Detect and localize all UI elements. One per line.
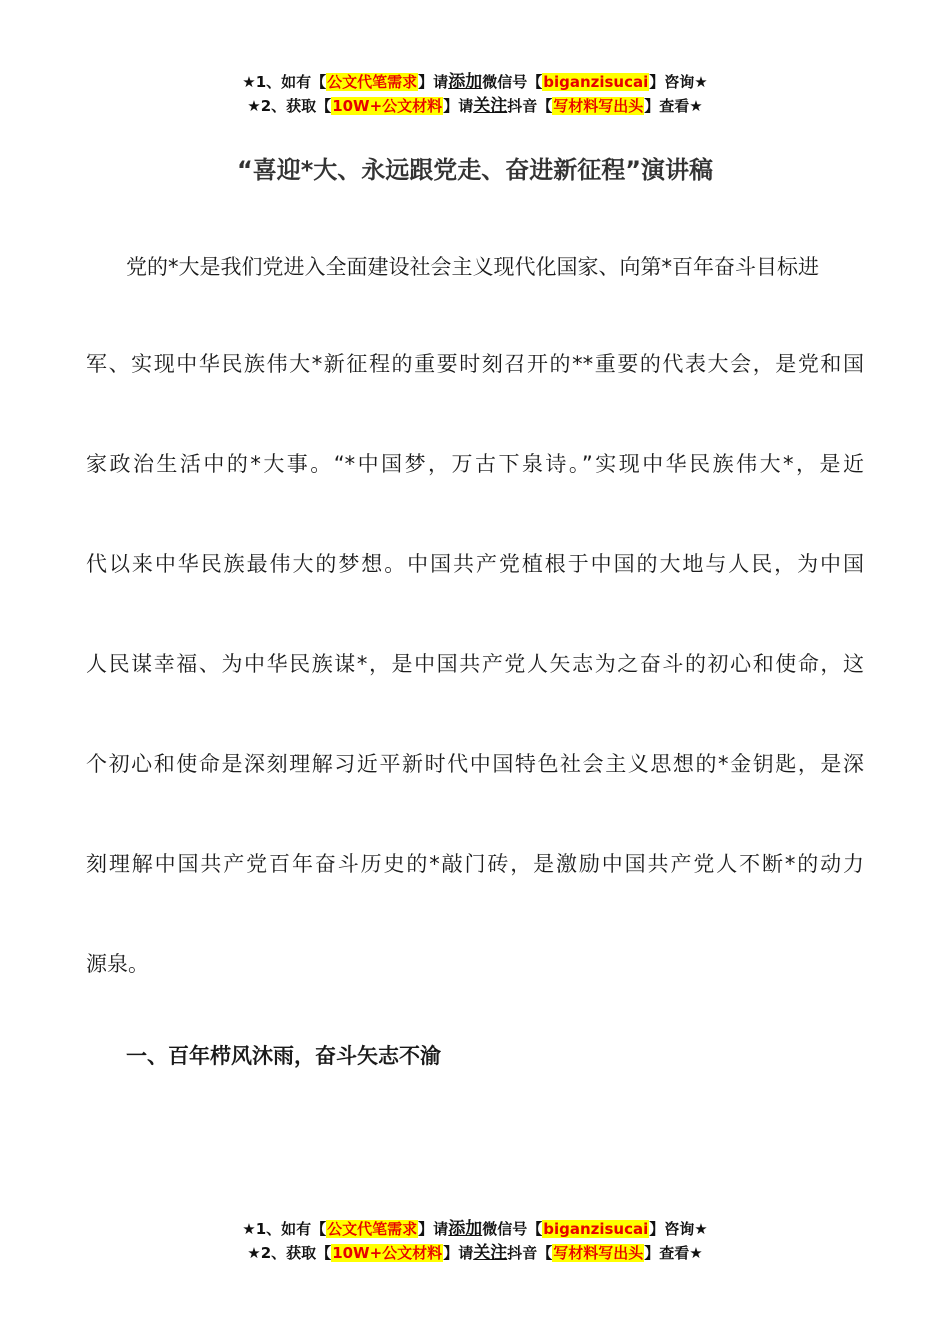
highlight-douyin-id: 写材料写出头 [553, 97, 644, 115]
paragraph-line: 代以来中华民族最伟大的梦想。中国共产党植根于中国的大地与人民，为中国 [86, 552, 864, 576]
paragraph-line: 军、实现中华民族伟大*新征程的重要时刻召开的**重要的代表大会，是党和国 [86, 352, 864, 376]
highlight-wechat-id: biganzisucai [543, 73, 649, 91]
paragraph-line: 源泉。 [86, 952, 149, 976]
underlined-text: 添加 [448, 1219, 483, 1239]
banner-text: 】请 [443, 97, 474, 115]
paragraph-line: 人民谋幸福、为中华民族谋*，是中国共产党人矢志为之奋斗的初心和使命，这 [86, 652, 864, 676]
highlight-wechat-id: biganzisucai [543, 1220, 649, 1238]
section-heading: 一、百年栉风沐雨，奋斗矢志不渝 [126, 1044, 441, 1068]
highlight-materials: 10W+公文材料 [332, 1244, 443, 1262]
document-title: “喜迎*大、永远跟党走、奋进新征程”演讲稿 [236, 156, 714, 184]
banner-text: 】查看★ [644, 1244, 703, 1262]
banner-text: 】请 [418, 73, 449, 91]
banner-text: 】咨询★ [649, 73, 708, 91]
highlight-materials: 10W+公文材料 [332, 97, 443, 115]
highlight-service: 公文代笔需求 [327, 1220, 418, 1238]
banner-text: ★2、获取【 [247, 97, 332, 115]
banner-line-2 [0, 94, 950, 118]
footer-banner [0, 1217, 950, 1265]
banner-text: 抖音【 [507, 1244, 553, 1262]
paragraph-line: 刻理解中国共产党百年奋斗历史的*敲门砖，是激励中国共产党人不断*的动力 [86, 852, 864, 876]
underlined-text: 关注 [473, 96, 508, 116]
banner-text: 】请 [418, 1220, 449, 1238]
paragraph-line: 家政治生活中的*大事。“*中国梦，万古下泉诗。”实现中华民族伟大*，是近 [86, 452, 864, 476]
paragraph-line: 个初心和使命是深刻理解习近平新时代中国特色社会主义思想的*金钥匙，是深 [86, 752, 864, 776]
banner-line-2 [0, 1241, 950, 1265]
banner-text: 】咨询★ [649, 1220, 708, 1238]
underlined-text: 添加 [448, 72, 483, 92]
banner-text: ★1、如有【 [242, 73, 327, 91]
highlight-service: 公文代笔需求 [327, 73, 418, 91]
banner-text: 】查看★ [644, 97, 703, 115]
banner-text: 抖音【 [507, 97, 553, 115]
banner-text: 】请 [443, 1244, 474, 1262]
banner-text: ★1、如有【 [242, 1220, 327, 1238]
banner-text: ★2、获取【 [247, 1244, 332, 1262]
header-banner [0, 70, 950, 118]
paragraph-line: 党的*大是我们党进入全面建设社会主义现代化国家、向第*百年奋斗目标进 [126, 255, 819, 279]
underlined-text: 关注 [473, 1243, 508, 1263]
banner-line-1 [0, 1217, 950, 1241]
banner-text: 微信号【 [482, 1220, 543, 1238]
highlight-douyin-id: 写材料写出头 [553, 1244, 644, 1262]
banner-text: 微信号【 [482, 73, 543, 91]
banner-line-1 [0, 70, 950, 94]
